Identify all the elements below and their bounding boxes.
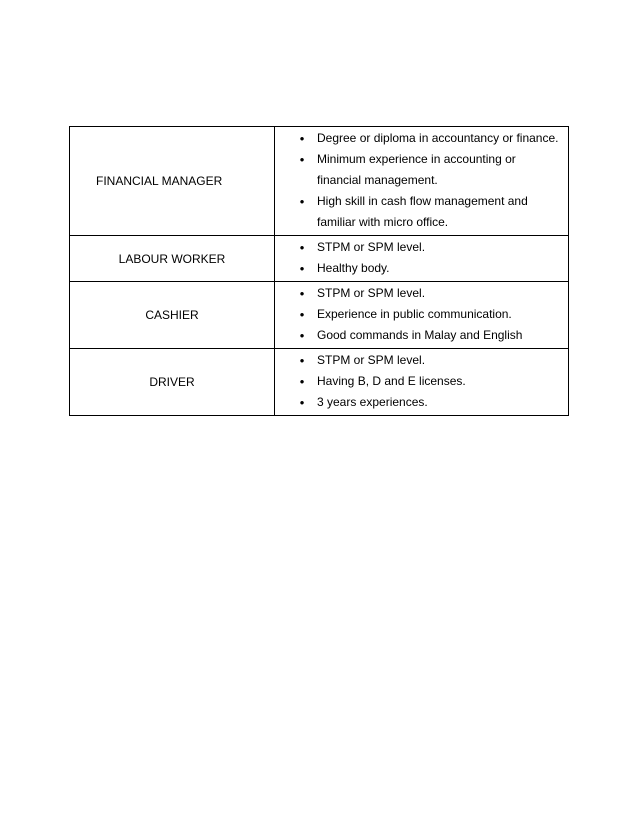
bullet-icon: • — [299, 152, 305, 167]
job-requirements-table — [69, 126, 569, 416]
table-row — [70, 282, 569, 349]
bullet-icon: • — [299, 307, 305, 322]
requirement-text: 3 years experiences. — [317, 395, 428, 409]
requirements-cell — [275, 349, 569, 416]
bullet-icon: • — [299, 374, 305, 389]
bullet-icon: • — [299, 328, 305, 343]
list-item — [275, 371, 560, 392]
bullet-icon: • — [299, 240, 305, 255]
list-item — [275, 237, 560, 258]
list-item — [275, 283, 560, 304]
requirement-text: STPM or SPM level. — [317, 240, 426, 254]
role-cell: LABOUR WORKER — [70, 236, 275, 282]
requirement-text: High skill in cash flow management and familiar with micro office. — [317, 194, 528, 229]
requirements-cell — [275, 127, 569, 236]
table-row — [70, 127, 569, 236]
list-item — [275, 304, 560, 325]
requirement-text: Having B, D and E licenses. — [317, 374, 466, 388]
requirement-text: Good commands in Malay and English — [317, 328, 523, 342]
requirements-list — [275, 282, 568, 348]
list-item — [275, 325, 560, 346]
bullet-icon: • — [299, 286, 305, 301]
requirements-list — [275, 236, 568, 281]
requirement-text: Healthy body. — [317, 261, 390, 275]
bullet-icon: • — [299, 131, 305, 146]
requirements-list — [275, 349, 568, 415]
role-cell: CASHIER — [70, 282, 275, 349]
table-row — [70, 349, 569, 416]
requirement-text: Minimum experience in accounting or financial management. — [317, 152, 516, 187]
list-item — [275, 350, 560, 371]
requirement-text: STPM or SPM level. — [317, 353, 426, 367]
bullet-icon: • — [299, 395, 305, 410]
requirements-cell — [275, 282, 569, 349]
list-item — [275, 191, 560, 233]
requirement-text: Degree or diploma in accountancy or finance. — [317, 131, 559, 145]
list-item — [275, 392, 560, 413]
list-item — [275, 128, 560, 149]
bullet-icon: • — [299, 261, 305, 276]
requirements-cell — [275, 236, 569, 282]
requirement-text: Experience in public communication. — [317, 307, 512, 321]
role-cell: FINANCIAL MANAGER — [70, 127, 275, 236]
role-cell: DRIVER — [70, 349, 275, 416]
requirement-text: STPM or SPM level. — [317, 286, 426, 300]
bullet-icon: • — [299, 194, 305, 209]
table-row — [70, 236, 569, 282]
list-item — [275, 258, 560, 279]
list-item — [275, 149, 560, 191]
bullet-icon: • — [299, 353, 305, 368]
requirements-list — [275, 127, 568, 235]
